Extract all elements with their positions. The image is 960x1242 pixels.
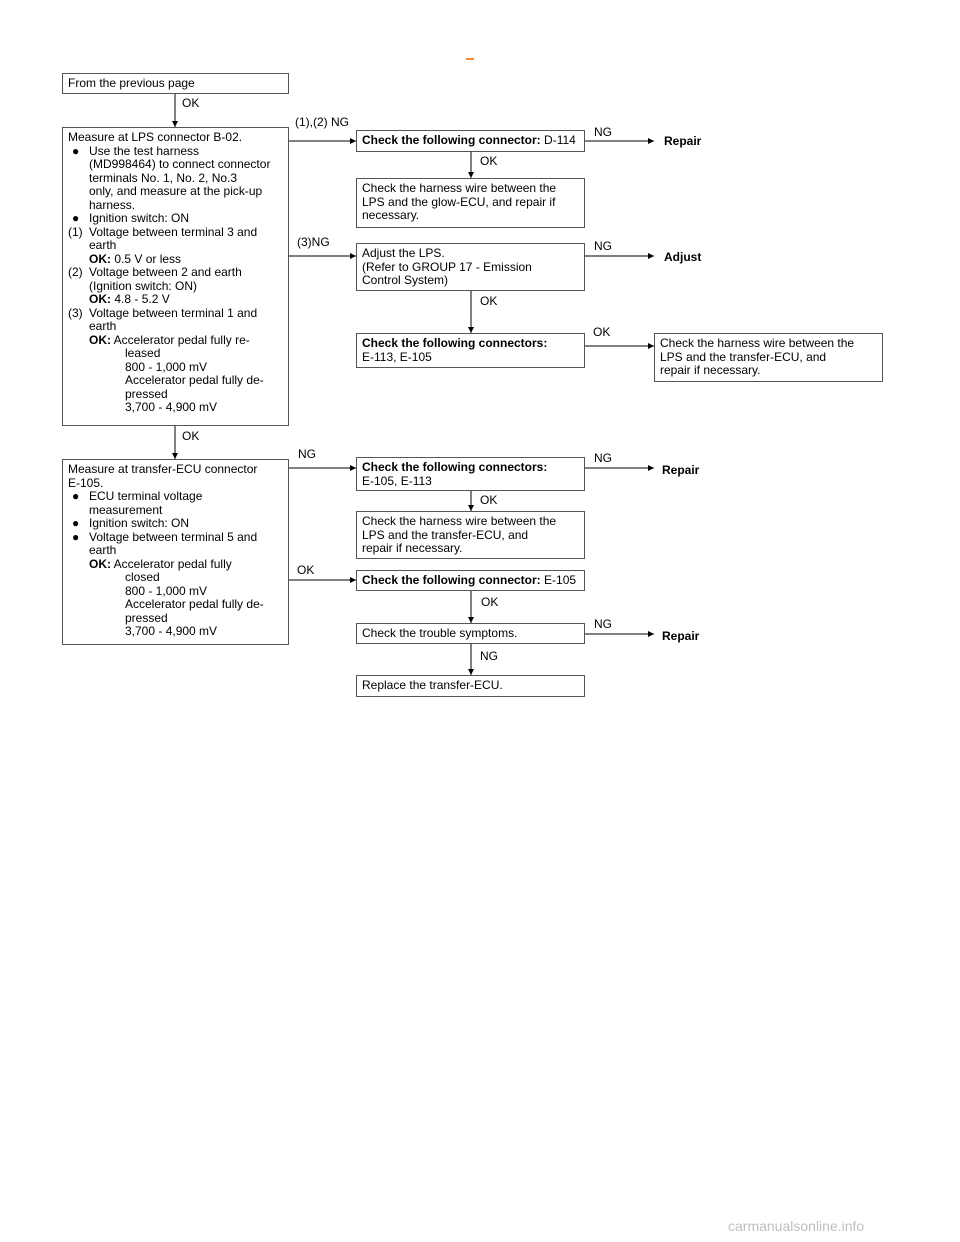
label-ng-3: (3)NG — [297, 235, 330, 249]
lps-item-3: (3) Voltage between terminal 1 and earth OK: Accelerator pedal fully re- leased 800 - 1,000 mV Accelerator pedal fully de- pressed 3,700 - 4,900 mV — [68, 305, 264, 414]
result-repair-2: Repair — [662, 463, 700, 477]
label-ng-d114: NG — [594, 125, 612, 139]
harness-transfer-ecu-box-2: Check the harness wire between the LPS and the transfer-ECU, and repair if necessary. — [356, 511, 585, 559]
result-repair-3: Repair — [662, 629, 700, 643]
adjust-lps-box: Adjust the LPS. (Refer to GROUP 17 - Emission Control System) — [356, 243, 585, 291]
label-ng-e105-113: NG — [594, 451, 612, 465]
replace-transfer-ecu-box: Replace the transfer-ECU. — [356, 675, 585, 697]
label-ng-12: (1),(2) NG — [295, 115, 349, 129]
ecu-bullet-3: ● Voltage between terminal 5 and earth OK: Accelerator pedal fully closed 800 - 1,000 mV Accelerator pedal fully de- pressed 3,700 - 4,900 mV — [72, 529, 264, 638]
lps-item-1: (1) Voltage between terminal 3 and earth OK: 0.5 V or less — [68, 224, 258, 266]
check-connector-e105-box: Check the following connector: E-105 — [356, 570, 585, 591]
label-ng-final: NG — [480, 649, 498, 663]
lps-bullet-1: ● Use the test harness (MD998464) to connect connector terminals No. 1, No. 2, No.3 only, and measure at the pick-up harness. — [72, 143, 271, 212]
check-connectors-e113-e105-box: Check the following connectors: E-113, E-105 — [356, 333, 585, 368]
label-ok-ecu: OK — [297, 563, 315, 577]
label-ok-top: OK — [182, 96, 200, 110]
check-trouble-symptoms-box: Check the trouble symptoms. — [356, 623, 585, 644]
label-ok-mid: OK — [182, 429, 200, 443]
lps-item-2: (2) Voltage between 2 and earth (Ignition switch: ON) OK: 4.8 - 5.2 V — [68, 265, 242, 306]
label-ok-e105: OK — [481, 595, 499, 609]
label-ok-e113: OK — [593, 325, 611, 339]
label-ok-adjust: OK — [480, 294, 498, 308]
ecu-bullet-2: ● Ignition switch: ON — [72, 516, 190, 530]
check-connectors-e105-e113-box: Check the following connectors: E-105, E-113 — [356, 457, 585, 491]
label-ng-adjust: NG — [594, 239, 612, 253]
label-ok-d114: OK — [480, 154, 498, 168]
check-connector-d114-box: Check the following connector: D-114 — [356, 130, 585, 152]
from-previous-page-box: From the previous page — [62, 73, 289, 94]
label-ng-trouble: NG — [594, 617, 612, 631]
result-repair-1: Repair — [664, 134, 702, 148]
lps-measure-box: Measure at LPS connector B-02. ● Use the test harness (MD998464) to connect connector terminals No. 1, No. 2, No.3 only, and measure at the pick-up harness. ● Ignition switch: ON (1) Voltage between terminal 3 and earth OK: 0.5 V or less (2) Voltage between 2 and earth (Ignition switch: ON) OK: 4.8 - 5.2 V (3) Voltage between terminal 1 and earth OK: Accelerator pedal fully re- leased 800 - 1,000 mV Accelerator pedal fully de- pressed 3,700 - 4,900 mV — [62, 127, 289, 426]
transfer-ecu-measure-box: Measure at transfer-ECU connector E-105. ● ECU terminal voltage measurement ● Ignition switch: ON ● Voltage between terminal 5 and earth OK: Accelerator pedal fully closed 800 - 1,000 mV Accelerator pedal fully de- pressed 3,700 - 4,900 mV — [62, 459, 289, 645]
result-adjust: Adjust — [664, 250, 702, 264]
ecu-bullet-1: ● ECU terminal voltage measurement — [72, 489, 203, 517]
harness-transfer-ecu-box-1: Check the harness wire between the LPS and the transfer-ECU, and repair if necessary. — [654, 333, 883, 382]
label-ng-ecu: NG — [298, 447, 316, 461]
label-ok-e105-113: OK — [480, 493, 498, 507]
watermark: carmanualsonline.info — [728, 1218, 865, 1234]
harness-glow-ecu-box: Check the harness wire between the LPS and the glow-ECU, and repair if necessary. — [356, 178, 585, 228]
lps-bullet-2: ● Ignition switch: ON — [72, 211, 190, 225]
